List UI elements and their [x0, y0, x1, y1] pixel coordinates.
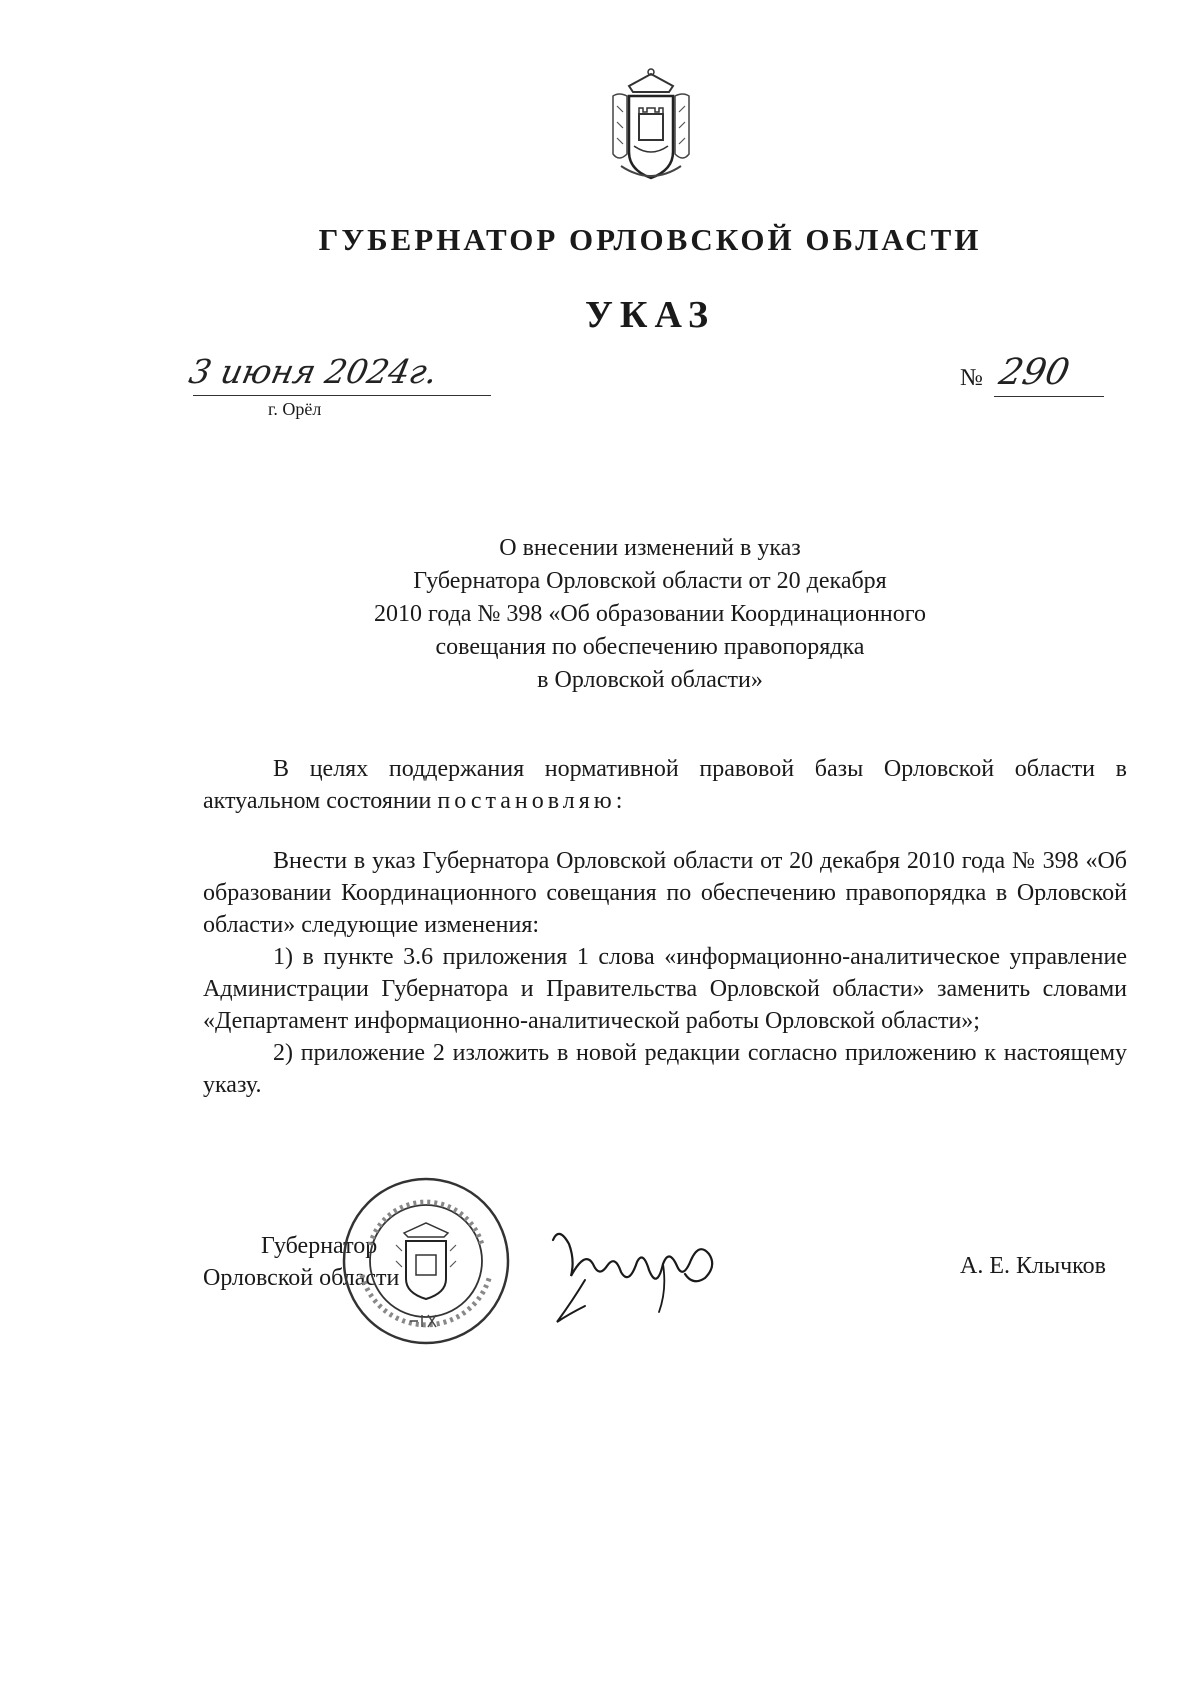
decree-body — [203, 845, 1127, 1101]
preamble-paragraph — [203, 753, 1127, 817]
signatory-post-line2: Орловской области — [203, 1265, 400, 1291]
coat-of-arms-emblem — [601, 66, 701, 188]
date-underline — [193, 395, 491, 396]
body-paragraph: 1) в пункте 3.6 приложения 1 слова «информационно-аналитическое управление Администрации Губернатора и Правительства Орловской области» заменить словами «Департамент информационно-аналитической работы Орловской области»; — [203, 944, 1127, 1034]
number-sign-label: № — [960, 365, 983, 391]
handwritten-date: 3 июня 2024г. — [185, 352, 442, 391]
seal-icon — [340, 1175, 512, 1347]
body-paragraph: Внести в указ Губернатора Орловской области от 20 декабря 2010 года № 398 «Об образовании Координационного совещания по обеспечению правопорядка в Орловской области» следующие изменения: — [203, 848, 1127, 938]
signature-icon — [545, 1220, 725, 1330]
body-paragraph: 2) приложение 2 изложить в новой редакции согласно приложению к настоящему указу. — [203, 1040, 1127, 1098]
subject-line: совещания по обеспечению правопорядка — [435, 634, 865, 660]
handwritten-signature — [545, 1220, 725, 1330]
signatory-post-line1: Губернатор — [261, 1233, 378, 1259]
preamble-decree-word: постановляю — [437, 788, 616, 814]
preamble-text: В целях поддержания нормативной правовой базы Орловской области в актуальном состоянии — [203, 756, 1127, 814]
subject-line: О внесении изменений в указ — [499, 535, 801, 561]
subject-line: в Орловской области» — [537, 667, 763, 693]
issuing-authority-heading: ГУБЕРНАТОР ОРЛОВСКОЙ ОБЛАСТИ — [318, 222, 982, 257]
handwritten-document-number: 290 — [995, 352, 1074, 393]
number-underline — [994, 396, 1104, 397]
subject-line: 2010 года № 398 «Об образовании Координационного — [374, 601, 926, 627]
signatory-name: А. Е. Клычков — [960, 1253, 1106, 1279]
document-type-heading: УКАЗ — [585, 294, 715, 336]
document-subject — [320, 532, 980, 697]
subject-line: Губернатора Орловской области от 20 декабря — [413, 568, 887, 594]
preamble-colon: : — [615, 788, 623, 814]
official-seal — [340, 1175, 512, 1347]
coat-of-arms-icon — [601, 66, 701, 188]
city-label: г. Орёл — [268, 399, 322, 419]
